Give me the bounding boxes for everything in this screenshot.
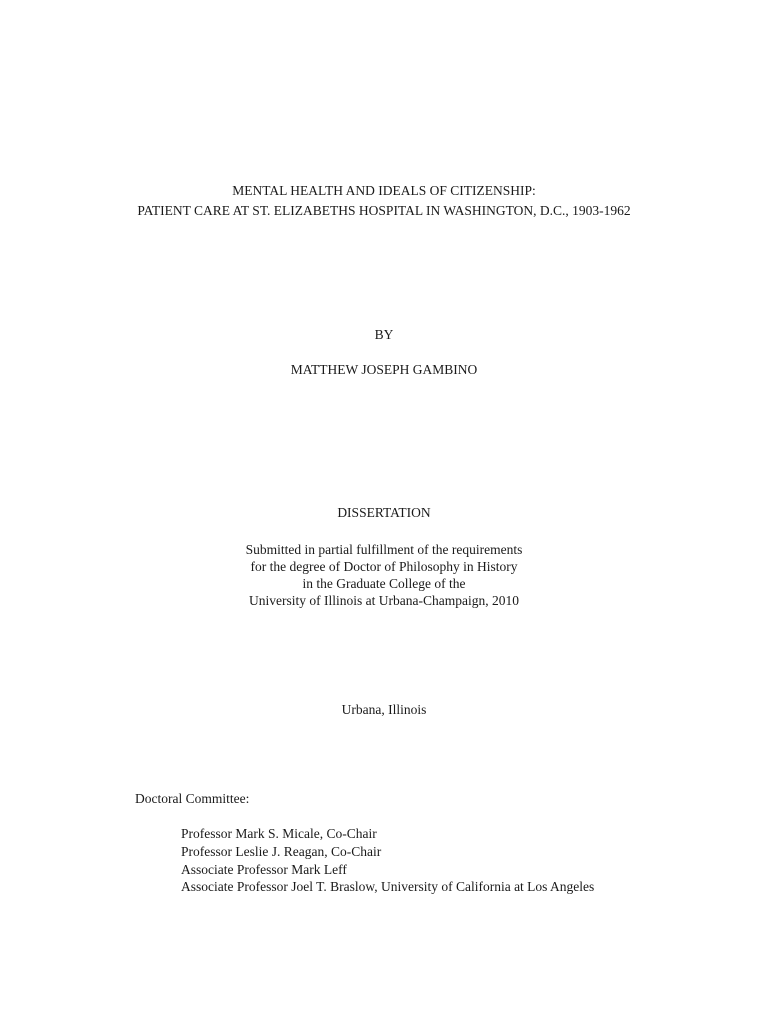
by-label: BY [374,327,394,342]
submission-line: in the Graduate College of the [302,576,466,591]
document-type: DISSERTATION [337,505,431,520]
committee-member: Associate Professor Mark Leff [181,862,347,877]
submission-line: Submitted in partial fulfillment of the requirements [245,542,523,557]
committee-member: Professor Leslie J. Reagan, Co-Chair [181,844,382,859]
committee-heading: Doctoral Committee: [135,791,250,806]
title-line-2: PATIENT CARE AT ST. ELIZABETHS HOSPITAL IN WASHINGTON, D.C., 1903-1962 [137,203,631,218]
title-line-1: MENTAL HEALTH AND IDEALS OF CITIZENSHIP: [232,183,536,198]
committee-member: Associate Professor Joel T. Braslow, University of California at Los Angeles [181,879,595,894]
submission-line: University of Illinois at Urbana-Champaign, 2010 [249,593,519,608]
submission-line: for the degree of Doctor of Philosophy in History [250,559,518,574]
location: Urbana, Illinois [341,702,427,717]
committee-member: Professor Mark S. Micale, Co-Chair [181,826,377,841]
author-name: MATTHEW JOSEPH GAMBINO [290,362,478,377]
